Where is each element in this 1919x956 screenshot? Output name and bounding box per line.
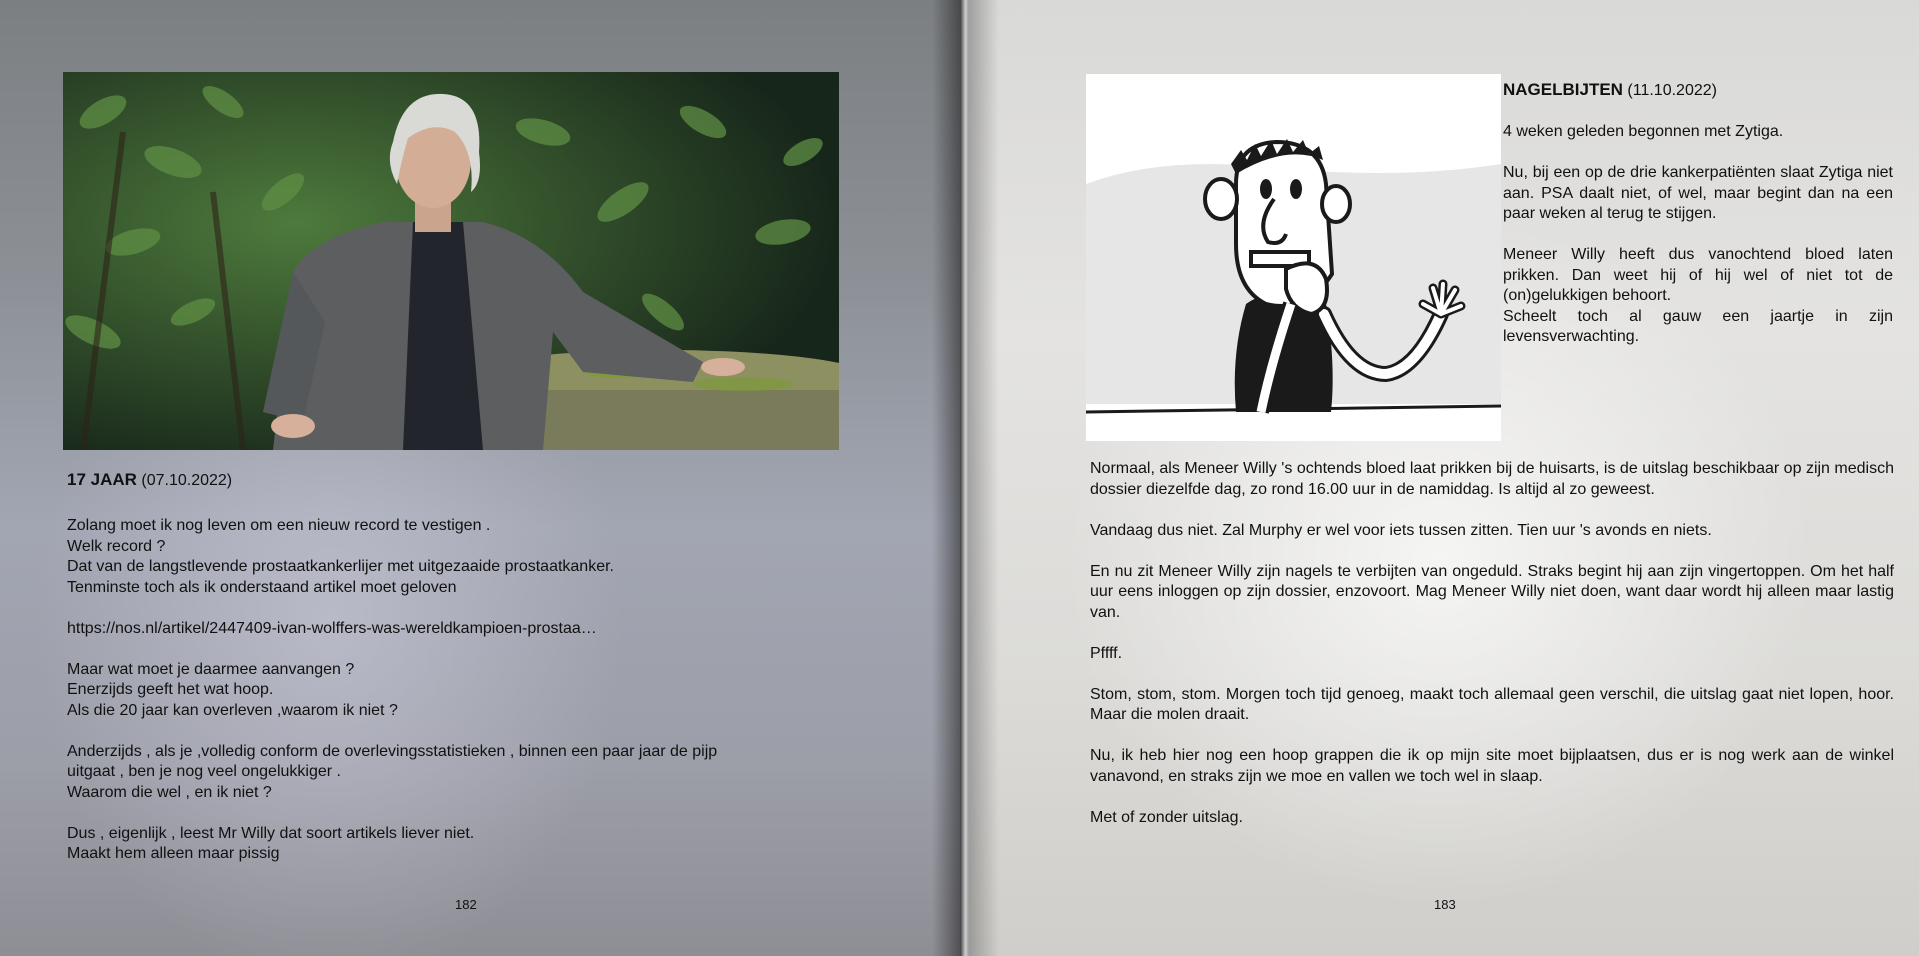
body-paragraph: En nu zit Meneer Willy zijn nagels te verbijten van ongeduld. Straks begint hij aan zijn vingertoppen. Om het half uur eens inloggen op zijn dossier, enzovoort. Mag Meneer Willy niet doen, want daar wordt hij alleen maar lastig van. [1090, 562, 1894, 621]
right-page-date: (11.10.2022) [1627, 82, 1717, 99]
body-line: Dus , eigenlijk , leest Mr Willy dat soort artikels liever niet. [67, 824, 475, 842]
right-page-title: NAGELBIJTEN [1503, 80, 1623, 99]
book-spine [960, 0, 969, 956]
portrait-photo-illustration [63, 72, 839, 450]
right-page-column-text [1503, 122, 1893, 348]
body-paragraph: Stom, stom, stom. Morgen toch tijd genoeg, maakt toch allemaal geen verschil, die uitslag gaat niet lopen, hoor. Maar die molen draait. [1090, 685, 1894, 723]
right-page-body [1090, 459, 1894, 828]
body-line: uitgaat , ben je nog veel ongelukkiger . [67, 763, 341, 780]
body-line: Maar wat moet je daarmee aanvangen ? [67, 660, 355, 678]
left-page-title: 17 JAAR [67, 470, 137, 489]
body-line: Dat van de langstlevende prostaatkankerlijer met uitgezaaide prostaatkanker. [67, 558, 614, 575]
body-line: Als die 20 jaar kan overleven ,waarom ik niet ? [67, 701, 398, 719]
body-paragraph: Pffff. [1090, 644, 1123, 662]
body-paragraph: Vandaag dus niet. Zal Murphy er wel voor iets tussen zitten. Tien uur 's avonds en niets. [1090, 521, 1712, 539]
column-paragraph: Nu, bij een op de drie kankerpatiënten slaat Zytiga niet aan. PSA daalt niet, of wel, maar begint dan na een paar weken al terug te stijgen. [1503, 164, 1893, 222]
body-line: Maakt hem alleen maar pissig [67, 845, 280, 862]
right-page [969, 0, 1919, 956]
body-line: Enerzijds geeft het wat hoop. [67, 681, 274, 698]
body-paragraph: Normaal, als Meneer Willy 's ochtends bloed laat prikken bij de huisarts, is de uitslag beschikbaar op zijn medisch dossier diezelfde dag, zo rond 16.00 uur in de namiddag. Is altijd al zo geweest. [1090, 460, 1894, 498]
body-line: Anderzijds , als je ,volledig conform de overlevingsstatistieken , binnen een paar jaar de pijp [67, 742, 718, 760]
body-paragraph: Met of zonder uitslag. [1090, 808, 1243, 826]
body-line: Waarom die wel , en ik niet ? [67, 783, 272, 801]
nail-biting-cartoon-drawing [1086, 74, 1501, 441]
nail-biting-cartoon [1086, 74, 1501, 441]
portrait-photo [63, 72, 839, 450]
left-page-heading [67, 470, 232, 490]
right-page-heading [1503, 80, 1717, 100]
left-page-body [67, 516, 847, 865]
body-paragraph: Nu, ik heb hier nog een hoop grappen die ik op mijn site moet bijplaatsen, dus er is nog werk aan de winkel vanavond, en straks zijn we moe en vallen we toch wel in slaap. [1090, 747, 1894, 785]
body-line: Welk record ? [67, 537, 166, 555]
article-link[interactable]: https://nos.nl/artikel/2447409-ivan-wolffers-was-wereldkampioen-prostaa… [67, 619, 597, 637]
body-line: Zolang moet ik nog leven om een nieuw record te vestigen . [67, 517, 491, 534]
left-page-number: 182 [455, 897, 477, 912]
column-paragraph: 4 weken geleden begonnen met Zytiga. [1503, 123, 1784, 140]
left-page-date: (07.10.2022) [141, 472, 233, 489]
column-paragraph: Meneer Willy heeft dus vanochtend bloed laten prikken. Dan weet hij of hij wel of niet tot de (on)gelukkigen behoort. Scheelt toch al gauw een jaartje in zijn levensverwachting. [1503, 246, 1893, 345]
body-line: Tenminste toch als ik onderstaand artikel moet geloven [67, 578, 457, 596]
right-page-number: 183 [1434, 897, 1456, 912]
